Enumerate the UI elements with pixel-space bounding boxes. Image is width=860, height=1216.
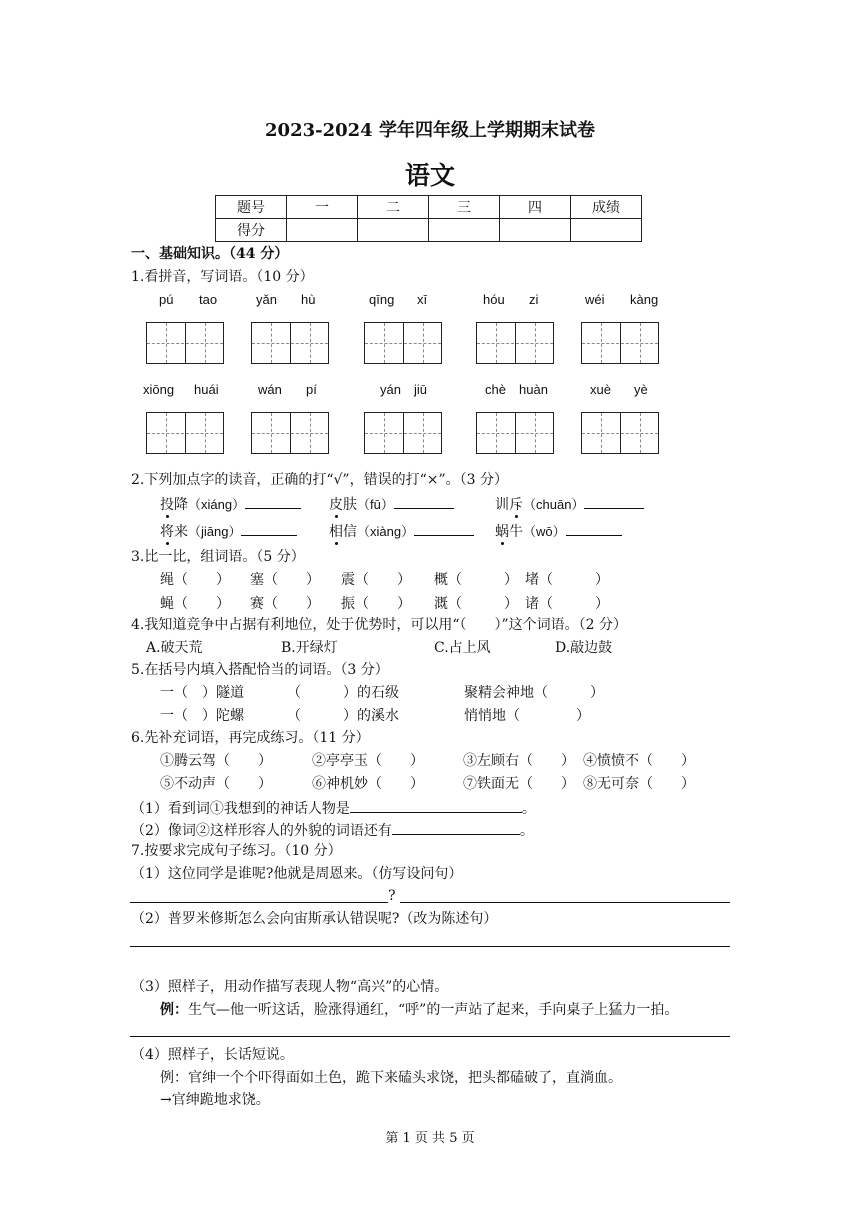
pinyin: pú [159, 292, 174, 307]
score-table-cell: 三 [429, 196, 500, 219]
answer-line[interactable] [130, 1036, 730, 1037]
score-table-cell: 成绩 [571, 196, 642, 219]
q6-item[interactable]: ①腾云驾（ ） [160, 753, 272, 769]
writing-grid[interactable] [146, 322, 224, 364]
pinyin: huái [194, 382, 219, 397]
writing-grid[interactable] [476, 322, 554, 364]
pinyin: zi [529, 292, 539, 307]
q4-option-d[interactable]: D.敲边鼓 [555, 640, 613, 656]
q3-item[interactable]: 蝇（ ） [160, 596, 230, 612]
page-footer: 第 1 页 共 5 页 [385, 1131, 475, 1146]
q2-pinyin: （fū） [357, 497, 394, 512]
q3-item[interactable]: 塞（ ） [250, 572, 320, 588]
q4-prompt: 4.我知道竞争中占据有利地位，处于优势时，可以用“（ ）”这个词语。（2 分） [131, 617, 628, 633]
score-table-header-row [216, 196, 642, 219]
writing-grid[interactable] [146, 412, 224, 454]
dotted-char: 相 [329, 524, 343, 540]
pinyin: xī [417, 292, 428, 307]
q2-word-rest: 肤 [343, 497, 357, 513]
q2-word-rest: 降 [174, 497, 188, 513]
answer-line[interactable] [130, 902, 388, 903]
q2-item [329, 521, 474, 541]
question-mark: ? [388, 888, 396, 904]
q2-prompt: 2.下列加点字的读音，正确的打“√”，错误的打“×”。（3 分） [131, 472, 508, 488]
pinyin: xuè [590, 382, 611, 397]
q2-word-rest: 训 [495, 497, 509, 513]
q3-item[interactable]: 诸（ ） [525, 596, 609, 612]
pinyin: yè [634, 382, 648, 397]
q7-s1: （1）这位同学是谁呢?他就是周恩来。（仿写设问句） [131, 866, 463, 882]
answer-blank[interactable] [584, 494, 644, 509]
answer-line[interactable] [400, 902, 730, 903]
dotted-char: 斥 [509, 497, 523, 513]
q6-item[interactable]: ④愤愤不（ ） [583, 753, 695, 769]
dotted-char: 投 [160, 497, 174, 513]
q3-item[interactable]: 绳（ ） [160, 572, 230, 588]
writing-grid[interactable] [251, 412, 329, 454]
q2-item [495, 521, 622, 541]
dotted-char: 蜗 [495, 524, 509, 540]
q3-item[interactable]: 堵（ ） [525, 572, 609, 588]
q3-item[interactable]: 赛（ ） [250, 596, 320, 612]
q5-prompt: 5.在括号内填入搭配恰当的词语。（3 分） [131, 662, 389, 678]
q2-item [329, 494, 454, 514]
score-input-cell[interactable] [358, 219, 429, 242]
exam-title: 2023-2024 学年四年级上学期期末试卷 [265, 120, 595, 141]
writing-grid[interactable] [581, 322, 659, 364]
period: 。 [521, 801, 536, 817]
q6-item[interactable]: ⑧无可奈（ ） [583, 776, 695, 792]
q6-item[interactable]: ⑥神机妙（ ） [312, 776, 424, 792]
q4-option-c[interactable]: C.占上风 [434, 640, 491, 656]
score-input-cell[interactable] [287, 219, 358, 242]
pinyin: wán [258, 382, 282, 397]
section-heading: 一、基础知识。（44 分） [131, 246, 289, 262]
writing-grid[interactable] [476, 412, 554, 454]
example-text: 生气—他一听这话，脸涨得通红，“呼”的一声站了起来，手向桌子上猛力一拍。 [188, 1002, 679, 1018]
q6-sub1-text: （1）看到词①我想到的神话人物是 [131, 801, 350, 817]
score-table-cell: 四 [500, 196, 571, 219]
q6-sub1 [131, 798, 536, 818]
writing-grid[interactable] [581, 412, 659, 454]
q5-item[interactable]: （ ）的石级 [287, 685, 399, 701]
q2-item [160, 494, 301, 514]
answer-blank[interactable] [394, 494, 454, 509]
q3-item[interactable]: 溉（ ） [434, 596, 518, 612]
pinyin: jiū [414, 382, 428, 397]
q7-s4-example: 例：官绅一个个吓得面如土色，跪下来磕头求饶，把头都磕破了，直淌血。 [160, 1070, 622, 1086]
q5-item[interactable]: 一（ ）陀螺 [160, 708, 244, 724]
q2-pinyin: （chuān） [523, 497, 585, 512]
q5-item[interactable]: （ ）的溪水 [287, 708, 399, 724]
q2-pinyin: （wō） [523, 524, 566, 539]
answer-blank[interactable] [245, 494, 301, 509]
score-table-cell: 二 [358, 196, 429, 219]
dotted-char: 将 [160, 524, 174, 540]
score-table-score-row [216, 219, 642, 242]
q2-word-rest: 牛 [509, 524, 523, 540]
answer-blank[interactable] [392, 820, 520, 835]
q7-prompt: 7.按要求完成句子练习。（10 分） [131, 843, 342, 859]
score-table [215, 195, 642, 242]
example-label: 例： [160, 1002, 188, 1018]
answer-blank[interactable] [350, 798, 522, 813]
q2-pinyin: （xiàng） [357, 524, 415, 539]
pinyin: qīng [369, 292, 395, 307]
q2-pinyin: （xiáng） [188, 497, 246, 512]
pinyin: tao [199, 292, 218, 307]
q2-item [495, 494, 644, 514]
pinyin: chè [485, 382, 506, 397]
score-input-cell[interactable] [429, 219, 500, 242]
answer-blank[interactable] [566, 521, 622, 536]
q4-option-a[interactable]: A.破天荒 [146, 640, 203, 656]
q7-s2: （2）普罗米修斯怎么会向宙斯承认错误呢?（改为陈述句） [131, 911, 498, 927]
answer-line[interactable] [130, 946, 730, 947]
q7-s4-answer: →官绅跪地求饶。 [160, 1092, 270, 1108]
q6-sub2-text: （2）像词②这样形容人的外貌的词语还有 [131, 823, 392, 839]
dotted-char: 皮 [329, 497, 343, 513]
q6-item[interactable]: ⑦铁面无（ ） [463, 776, 575, 792]
q5-item[interactable]: 聚精会神地（ ） [464, 685, 604, 701]
answer-blank[interactable] [414, 521, 474, 536]
q4-option-b[interactable]: B.开绿灯 [281, 640, 338, 656]
q6-item[interactable]: ③左顾右（ ） [463, 753, 575, 769]
q3-prompt: 3.比一比，组词语。（5 分） [131, 549, 305, 565]
q7-s4: （4）照样子，长话短说。 [131, 1047, 294, 1063]
score-input-cell[interactable] [571, 219, 642, 242]
score-table-cell: 得分 [216, 219, 287, 242]
answer-blank[interactable] [241, 521, 297, 536]
score-table-cell: 一 [287, 196, 358, 219]
q2-word-rest: 信 [343, 524, 357, 540]
writing-grid[interactable] [364, 412, 442, 454]
writing-grid[interactable] [251, 322, 329, 364]
q5-item[interactable]: 一（ ）隧道 [160, 685, 244, 701]
pinyin: wéi [585, 292, 605, 307]
q3-item[interactable]: 震（ ） [341, 572, 411, 588]
q2-pinyin: （jiāng） [188, 524, 242, 539]
q7-s3: （3）照样子，用动作描写表现人物“高兴”的心情。 [131, 979, 449, 995]
pinyin: yǎn [256, 292, 277, 307]
pinyin: hóu [483, 292, 505, 307]
score-table-cell: 题号 [216, 196, 287, 219]
subject-title: 语文 [404, 161, 455, 190]
q6-sub2 [131, 820, 534, 840]
q6-prompt: 6.先补充词语，再完成练习。（11 分） [131, 730, 370, 746]
pinyin: xiōng [143, 382, 175, 397]
q5-item[interactable]: 悄悄地（ ） [464, 708, 590, 724]
score-input-cell[interactable] [500, 219, 571, 242]
q6-item[interactable]: ⑤不动声（ ） [160, 776, 272, 792]
q3-item[interactable]: 概（ ） [434, 572, 518, 588]
q6-item[interactable]: ②亭亭玉（ ） [312, 753, 424, 769]
writing-grid[interactable] [364, 322, 442, 364]
period: 。 [519, 823, 534, 839]
pinyin: hù [301, 292, 316, 307]
q2-word-rest: 来 [174, 524, 188, 540]
q3-item[interactable]: 振（ ） [341, 596, 411, 612]
q2-item [160, 521, 297, 541]
pinyin: kàng [630, 292, 659, 307]
pinyin: yán [380, 382, 401, 397]
q7-s3-example [160, 1001, 678, 1019]
q1-prompt: 1.看拼音，写词语。（10 分） [131, 269, 314, 285]
pinyin: pí [306, 382, 317, 397]
pinyin: huàn [519, 382, 548, 397]
